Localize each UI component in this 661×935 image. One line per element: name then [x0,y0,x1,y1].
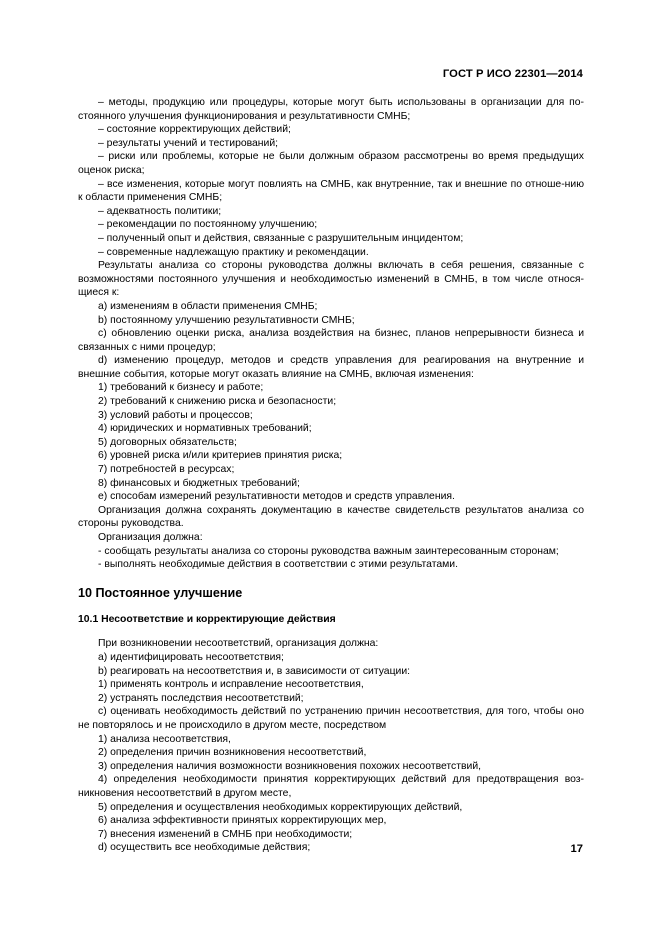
paragraph: – современные надлежащую практику и рекомендации. [98,246,369,258]
list-item: 8) финансовых и бюджетных требований; [98,477,300,489]
paragraph: – все изменения, которые могут повлиять на СМНБ, как внутренние, так и внешние по отноше-нию к области применения СМНБ; [78,178,584,204]
subsection-title: 10.1 Несоответствие и корректирующие действия [78,613,336,625]
list-item: 2) определения причин возникновения несоответствий, [98,747,367,759]
paragraph: – адекватность политики; [98,205,222,217]
paragraph: Организация должна сохранять документацию в качестве свидетельств результатов анализа со стороны руководства. [78,504,584,530]
list-item: 2) устранять последствия несоответствий; [98,692,304,704]
paragraph: – методы, продукцию или процедуры, которые могут быть использованы в организации для по-стоянного улучшения функционирования и результативности СМНБ; [78,97,584,122]
list-item: e) способам измерений результативности методов и средств управления. [98,491,455,503]
list-item: d) изменению процедур, методов и средств управления для реагирования на внутренние и внешние события, которые могут оказать влияние на СМНБ, включая изменения: [78,355,584,380]
list-item: a) идентифицировать несоответствия; [98,651,284,663]
list-item: - сообщать результаты анализа со стороны руководства важным заинтересованным сторонам; [98,545,559,557]
page-number: 17 [570,843,583,855]
paragraph: При возникновении несоответствий, организация должна: [98,638,379,650]
list-item: 6) анализа эффективности принятых корректирующих мер, [98,815,387,827]
list-item: 1) применять контроль и исправление несоответствия, [98,679,364,691]
list-item: a) изменениям в области применения СМНБ; [98,300,318,312]
list-item: b) постоянному улучшению результативности СМНБ; [98,314,355,326]
list-item: - выполнять необходимые действия в соответствии с этими результатами. [98,559,458,571]
list-item: 1) требований к бизнесу и работе; [98,382,264,394]
list-item: 7) внесения изменений в СМНБ при необходимости; [98,828,353,840]
paragraph: Результаты анализа со стороны руководства должны включать в себя решения, связанные с возможностями постоянного улучшения и необходимостью изменений в СМНБ, в том числе относя-щиеся к: [78,260,584,299]
paragraph: – полученный опыт и действия, связанные с разрушительным инцидентом; [98,232,464,244]
list-item: 7) потребностей в ресурсах; [98,464,235,476]
paragraph: – состояние корректирующих действий; [98,124,291,136]
list-item: 6) уровней риска и/или критериев принятия риска; [98,450,343,462]
paragraph: – рекомендации по постоянному улучшению; [98,219,318,231]
list-item: 3) определения наличия возможности возникновения похожих несоответствий, [98,760,482,772]
list-item: 5) определения и осуществления необходимых корректирующих действий, [98,801,463,813]
list-item: d) осуществить все необходимые действия; [98,842,311,854]
list-item: 1) анализа несоответствия, [98,733,231,745]
list-item: 3) условий работы и процессов; [98,409,253,421]
section-title: 10 Постоянное улучшение [78,585,243,600]
list-item: 5) договорных обязательств; [98,436,237,448]
list-item: 4) юридических и нормативных требований; [98,423,312,435]
list-item: 4) определения необходимости принятия корректирующих действий для предотвращения воз-никновения несоответствий в другом месте, [78,774,584,799]
paragraph: – риски или проблемы, которые не были должным образом рассмотрены во время предыдущих оценок риска; [78,151,584,176]
paragraph: – результаты учений и тестирований; [98,137,279,149]
list-item: 2) требований к снижению риска и безопасности; [98,396,337,408]
list-item: c) оценивать необходимость действий по устранению причин несоответствия, для того, чтобы оно не повторялось и не происходило в другом месте, посредством [78,706,584,731]
list-item: b) реагировать на несоответствия и, в зависимости от ситуации: [98,665,411,677]
document-code-header: ГОСТ Р ИСО 22301—2014 [442,68,583,80]
list-item: c) обновлению оценки риска, анализа воздействия на бизнес, планов непрерывности бизнеса и связанных с ними процедур; [78,328,584,353]
page-body [78,96,584,855]
paragraph: Организация должна: [98,532,203,543]
